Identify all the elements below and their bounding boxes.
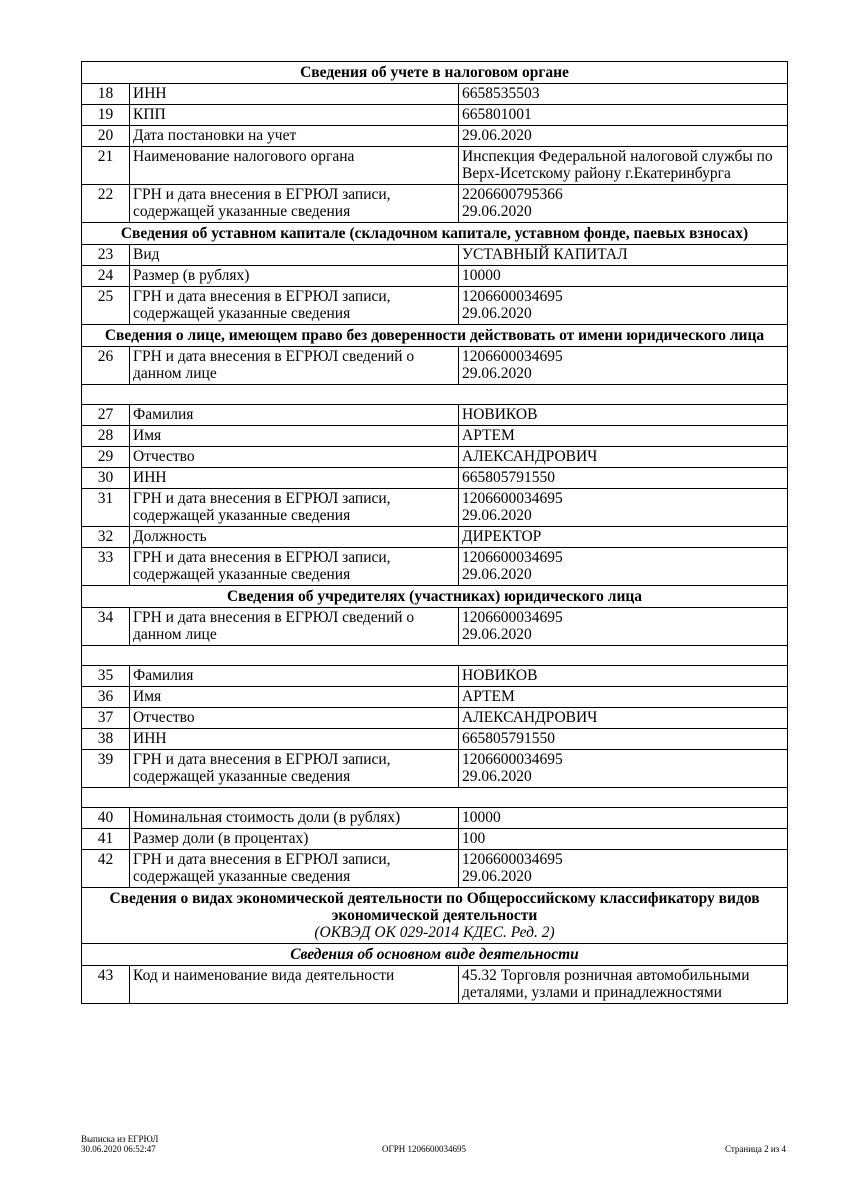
section-header-row <box>82 223 788 245</box>
table-row <box>82 426 788 447</box>
field-label: Должность <box>130 527 459 548</box>
subsection-header-row <box>82 944 788 966</box>
table-row <box>82 808 788 829</box>
field-label: Размер (в рублях) <box>130 266 459 287</box>
table-row <box>82 105 788 126</box>
field-value: 10000 <box>459 808 788 829</box>
field-value: 1206600034695 29.06.2020 <box>459 489 788 527</box>
section-title-text: Сведения о лице, имеющем право без доверенности действовать от имени юридического лица <box>104 327 765 344</box>
row-number: 39 <box>82 750 130 788</box>
section-header-row <box>82 62 788 84</box>
row-number: 21 <box>82 147 130 185</box>
field-label: ИНН <box>130 729 459 750</box>
row-number: 40 <box>82 808 130 829</box>
field-label: ГРН и дата внесения в ЕГРЮЛ записи, содержащей указанные сведения <box>130 185 459 223</box>
field-value: 1206600034695 29.06.2020 <box>459 287 788 325</box>
section-title <box>82 223 788 245</box>
row-number: 18 <box>82 84 130 105</box>
field-value: АРТЕМ <box>459 687 788 708</box>
field-label: Имя <box>130 426 459 447</box>
field-label: ГРН и дата внесения в ЕГРЮЛ записи, содержащей указанные сведения <box>130 548 459 586</box>
section-header-row <box>82 888 788 944</box>
row-number: 42 <box>82 850 130 888</box>
table-row <box>82 447 788 468</box>
table-row <box>82 245 788 266</box>
row-number: 32 <box>82 527 130 548</box>
row-number: 29 <box>82 447 130 468</box>
row-number: 33 <box>82 548 130 586</box>
field-value: НОВИКОВ <box>459 666 788 687</box>
section-title <box>82 62 788 84</box>
spacer-row <box>82 788 788 808</box>
field-label: Дата постановки на учет <box>130 126 459 147</box>
field-value: 1206600034695 29.06.2020 <box>459 347 788 385</box>
spacer-cell <box>82 646 788 666</box>
row-number: 27 <box>82 405 130 426</box>
field-value: 1206600034695 29.06.2020 <box>459 850 788 888</box>
field-label: ГРН и дата внесения в ЕГРЮЛ записи, содержащей указанные сведения <box>130 850 459 888</box>
table-row <box>82 708 788 729</box>
field-value: ДИРЕКТОР <box>459 527 788 548</box>
section-header-row <box>82 586 788 608</box>
field-label: ИНН <box>130 84 459 105</box>
row-number: 30 <box>82 468 130 489</box>
field-value: АРТЕМ <box>459 426 788 447</box>
row-number: 41 <box>82 829 130 850</box>
row-number: 24 <box>82 266 130 287</box>
section-title-text: Сведения об учете в налоговом органе <box>300 64 569 81</box>
field-label: КПП <box>130 105 459 126</box>
field-label: Размер доли (в процентах) <box>130 829 459 850</box>
field-label: Вид <box>130 245 459 266</box>
field-value: АЛЕКСАНДРОВИЧ <box>459 708 788 729</box>
field-label: Имя <box>130 687 459 708</box>
field-label: ГРН и дата внесения в ЕГРЮЛ сведений о данном лице <box>130 608 459 646</box>
egrul-extract-table <box>81 61 788 1004</box>
section-title-text: Сведения об основном виде деятельности <box>290 946 579 963</box>
field-label: Наименование налогового органа <box>130 147 459 185</box>
section-title-text: Сведения об уставном капитале (складочном капитале, уставном фонде, паевых взносах) <box>120 225 749 242</box>
table-row <box>82 489 788 527</box>
section-title-text: Сведения о видах экономической деятельности по Общероссийскому классификатору видов экономической деятельности <box>109 890 760 924</box>
field-label: ГРН и дата внесения в ЕГРЮЛ записи, содержащей указанные сведения <box>130 287 459 325</box>
table-row <box>82 266 788 287</box>
spacer-row <box>82 646 788 666</box>
row-number: 37 <box>82 708 130 729</box>
field-value: 2206600795366 29.06.2020 <box>459 185 788 223</box>
table-row <box>82 548 788 586</box>
row-number: 23 <box>82 245 130 266</box>
table-row <box>82 126 788 147</box>
section-title-text: Сведения об учредителях (участниках) юридического лица <box>226 588 643 605</box>
footer-document-info <box>81 1134 158 1154</box>
table-row <box>82 666 788 687</box>
field-label: ГРН и дата внесения в ЕГРЮЛ сведений о данном лице <box>130 347 459 385</box>
field-value: 100 <box>459 829 788 850</box>
table-row <box>82 750 788 788</box>
table-row <box>82 468 788 489</box>
row-number: 22 <box>82 185 130 223</box>
table-row <box>82 850 788 888</box>
section-header-row <box>82 325 788 347</box>
field-value: НОВИКОВ <box>459 405 788 426</box>
table-row <box>82 347 788 385</box>
row-number: 26 <box>82 347 130 385</box>
spacer-cell <box>82 385 788 405</box>
footer-timestamp: 30.06.2020 06:52:47 <box>81 1144 156 1154</box>
field-value: 29.06.2020 <box>459 126 788 147</box>
row-number: 35 <box>82 666 130 687</box>
row-number: 20 <box>82 126 130 147</box>
field-value: 665805791550 <box>459 729 788 750</box>
table-row <box>82 527 788 548</box>
table-row <box>82 147 788 185</box>
field-value: 1206600034695 29.06.2020 <box>459 548 788 586</box>
field-label: Фамилия <box>130 666 459 687</box>
table-row <box>82 729 788 750</box>
field-label: Отчество <box>130 708 459 729</box>
field-label: Код и наименование вида деятельности <box>130 966 459 1004</box>
field-value: 1206600034695 29.06.2020 <box>459 750 788 788</box>
row-number: 38 <box>82 729 130 750</box>
table-row <box>82 84 788 105</box>
table-row <box>82 608 788 646</box>
section-subtitle: (ОКВЭД ОК 029-2014 КДЕС. Ред. 2) <box>314 924 555 941</box>
field-value: Инспекция Федеральной налоговой службы по Верх-Исетскому району г.Екатеринбурга <box>459 147 788 185</box>
footer-document-title: Выписка из ЕГРЮЛ <box>81 1134 159 1144</box>
subsection-title <box>82 944 788 966</box>
table-row <box>82 405 788 426</box>
table-row <box>82 185 788 223</box>
field-label: Номинальная стоимость доли (в рублях) <box>130 808 459 829</box>
field-label: Отчество <box>130 447 459 468</box>
table-row <box>82 687 788 708</box>
field-value: АЛЕКСАНДРОВИЧ <box>459 447 788 468</box>
spacer-cell <box>82 788 788 808</box>
field-value: 665805791550 <box>459 468 788 489</box>
field-value: 10000 <box>459 266 788 287</box>
field-label: ГРН и дата внесения в ЕГРЮЛ записи, содержащей указанные сведения <box>130 489 459 527</box>
section-title <box>82 325 788 347</box>
footer-page-number: Страница 2 из 4 <box>725 1144 786 1154</box>
field-value: 665801001 <box>459 105 788 126</box>
table-row <box>82 966 788 1004</box>
table-row <box>82 287 788 325</box>
row-number: 25 <box>82 287 130 325</box>
field-value: 6658535503 <box>459 84 788 105</box>
row-number: 43 <box>82 966 130 1004</box>
table-row <box>82 829 788 850</box>
row-number: 34 <box>82 608 130 646</box>
field-label: ИНН <box>130 468 459 489</box>
field-label: Фамилия <box>130 405 459 426</box>
field-value: УСТАВНЫЙ КАПИТАЛ <box>459 245 788 266</box>
field-label: ГРН и дата внесения в ЕГРЮЛ записи, содержащей указанные сведения <box>130 750 459 788</box>
row-number: 36 <box>82 687 130 708</box>
section-title <box>82 586 788 608</box>
spacer-row <box>82 385 788 405</box>
field-value: 45.32 Торговля розничная автомобильными деталями, узлами и принадлежностями <box>459 966 788 1004</box>
section-title <box>82 888 788 944</box>
row-number: 28 <box>82 426 130 447</box>
row-number: 31 <box>82 489 130 527</box>
row-number: 19 <box>82 105 130 126</box>
footer-ogrn: ОГРН 1206600034695 <box>382 1144 466 1154</box>
field-value: 1206600034695 29.06.2020 <box>459 608 788 646</box>
